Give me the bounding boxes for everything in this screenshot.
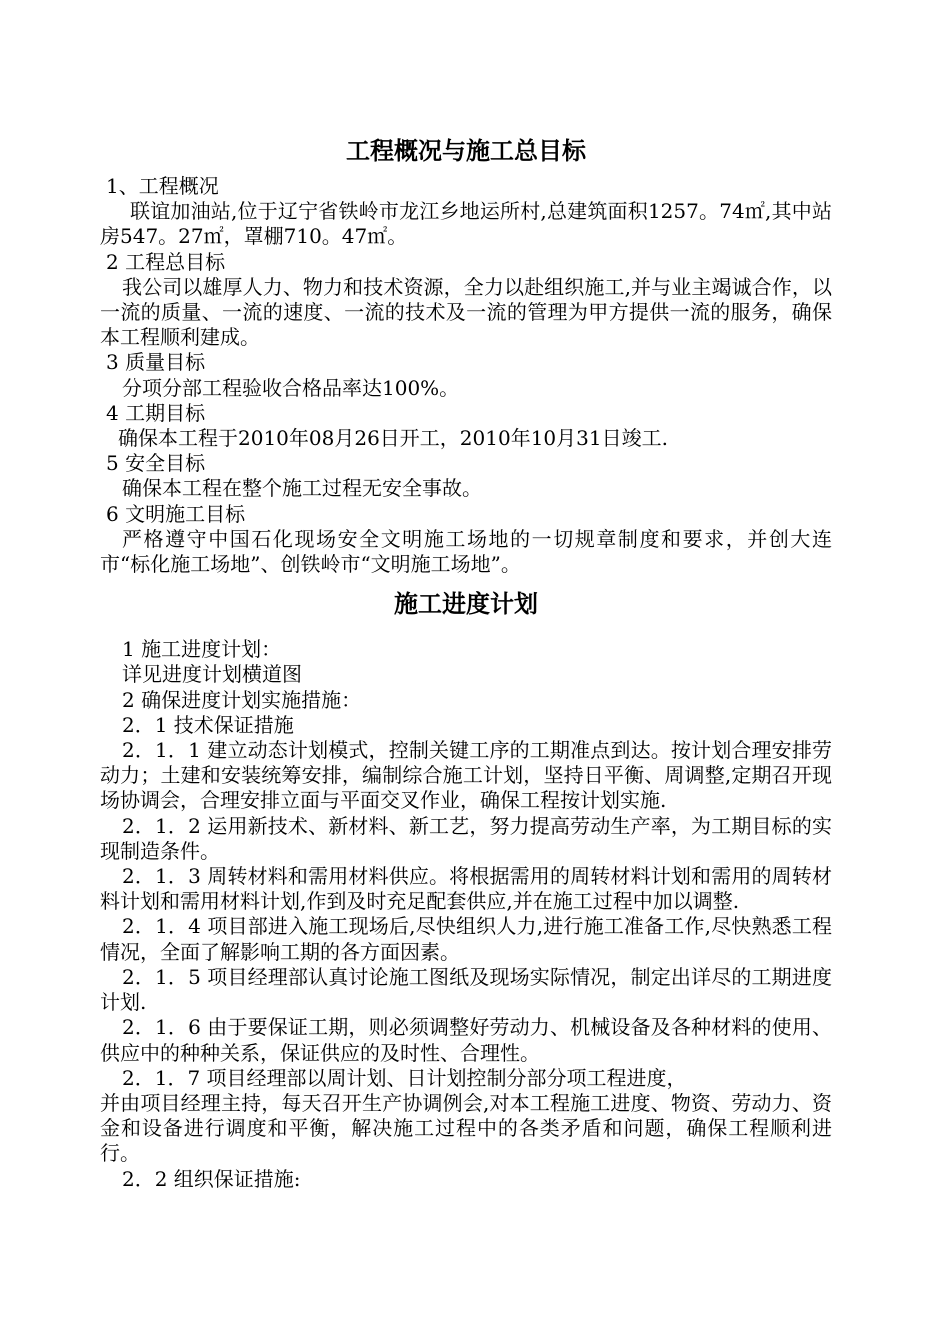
- paragraph-schedule-goal: 确保本工程于2010年08月26日开工，2010年10月31日竣工.: [118, 426, 668, 451]
- paragraph-general-goal: 我公司以雄厚人力、物力和技术资源，全力以赴组织施工,并与业主竭诚合作，以一流的质量、一流的速度、一流的技术及一流的管理为甲方提供一流的服务，确保本工程顺利建成。: [100, 274, 832, 350]
- heading-quality-goal: 3 质量目标: [106, 350, 206, 375]
- paragraph-2-1-6: 2．1．6 由于要保证工期，则必须调整好劳动力、机械设备及各种材料的使用、供应中的种种关系，保证供应的及时性、合理性。: [100, 1015, 832, 1065]
- paragraph-quality-goal: 分项分部工程验收合格品率达100%。: [122, 375, 460, 400]
- line-organizational-measures: 2．2 组织保证措施:: [122, 1166, 301, 1191]
- section-title-overview: 工程概况与施工总目标: [346, 136, 586, 165]
- paragraph-2-1-7-continued: 并由项目经理主持，每天召开生产协调例会,对本工程施工进度、物资、劳动力、资金和设备进行调度和平衡，解决施工过程中的各类矛盾和问题，确保工程顺利进行。: [100, 1090, 832, 1166]
- paragraph-safety-goal: 确保本工程在整个施工过程无安全事故。: [122, 476, 482, 501]
- section-title-schedule: 施工进度计划: [394, 589, 538, 619]
- paragraph-2-1-2: 2．1．2 运用新技术、新材料、新工艺，努力提高劳动生产率，为工期目标的实现制造条件。: [100, 813, 832, 863]
- heading-schedule-goal: 4 工期目标: [106, 400, 206, 425]
- line-see-gantt: 详见进度计划横道图: [122, 662, 302, 687]
- line-schedule-plan: 1 施工进度计划：: [122, 637, 282, 662]
- heading-general-goal: 2 工程总目标: [106, 249, 226, 274]
- heading-project-overview: 1、工程概况: [106, 174, 219, 198]
- line-ensure-measures: 2 确保进度计划实施措施：: [122, 687, 362, 712]
- paragraph-2-1-5: 2．1．5 项目经理部认真讨论施工图纸及现场实际情况，制定出详尽的工期进度计划.: [100, 964, 832, 1015]
- line-2-1-7: 2．1．7 项目经理部以周计划、日计划控制分部分项工程进度，: [122, 1065, 687, 1090]
- line-technical-measures: 2．1 技术保证措施: [122, 712, 294, 737]
- paragraph-project-overview: 联谊加油站,位于辽宁省铁岭市龙江乡地运所村,总建筑面积1257。74㎡,其中站房547。27㎡，罩棚710。47㎡。: [100, 199, 832, 249]
- paragraph-civilized-goal: 严格遵守中国石化现场安全文明施工场地的一切规章制度和要求，并创大连市“标化施工场地”、创铁岭市“文明施工场地”。: [100, 526, 832, 577]
- paragraph-2-1-3: 2．1．3 周转材料和需用材料供应。将根据需用的周转材料计划和需用的周转材料计划和需用材料计划,作到及时充足配套供应,并在施工过程中加以调整.: [100, 864, 832, 914]
- heading-civilized-goal: 6 文明施工目标: [106, 501, 246, 526]
- heading-safety-goal: 5 安全目标: [106, 451, 206, 476]
- document-page: [100, 128, 832, 1192]
- paragraph-2-1-4: 2．1．4 项目部进入施工现场后,尽快组织人力,进行施工准备工作,尽快熟悉工程情况，全面了解影响工期的各方面因素。: [100, 914, 832, 964]
- paragraph-2-1-1: 2．1．1 建立动态计划模式，控制关键工序的工期准点到达。按计划合理安排劳动力；土建和安装统筹安排，编制综合施工计划，坚持日平衡、周调整,定期召开现场协调会，合理安排立面与平面交叉作业，确保工程按计划实施.: [100, 738, 832, 813]
